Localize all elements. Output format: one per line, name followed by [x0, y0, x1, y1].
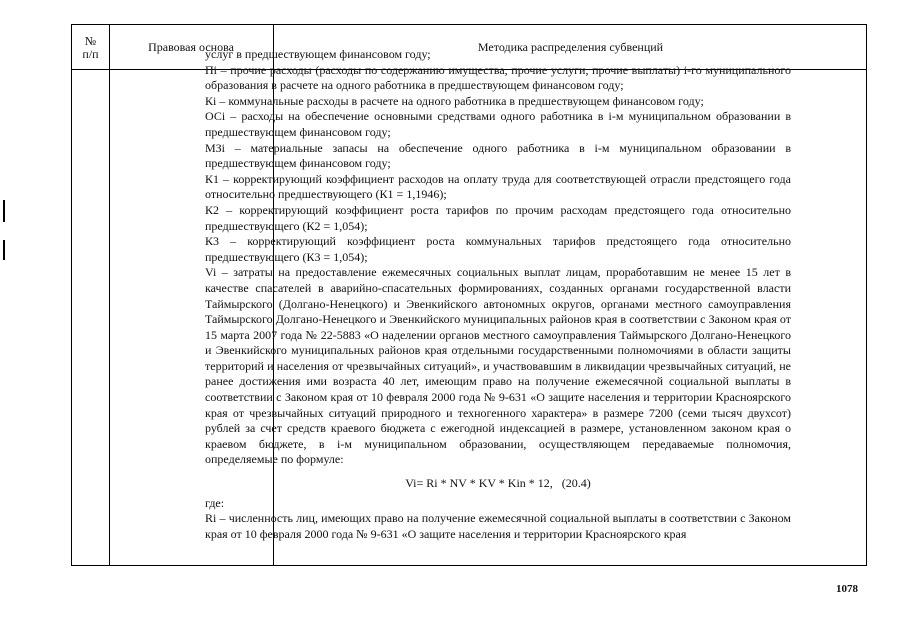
header-number	[72, 25, 109, 70]
paragraph: Кi – коммунальные расходы в расчете на одного работника в предшествующем финансовом году;	[205, 93, 704, 108]
paragraph: Vi – затраты на предоставление ежемесячных социальных выплат лицам, проработавшим не менее 15 лет в качестве спасателей в аварийно-спасательных формированиях, созданных органами государственной власти Таймырского (Долгано-Ненецкого) и Эвенкийского автономных округов, органами местного самоуправления Таймырского Долгано-Ненецкого и Эвенкийского муниципальных районов края в соответствии с Законом края от 15 марта 2007 года № 22-5883 «О наделении органов местного самоуправления Таймырского Долгано-Ненецкого и Эвенкийского муниципальных районов края отдельными государственными полномочиями в области защиты территорий и населения от чрезвычайных ситуаций», и участвовавшим в ликвидации чрезвычайных ситуаций, не ранее достижения ими возраста 40 лет, имеющим право на получение ежемесячной социальной выплаты в соответствии с Законом края от 10 февраля 2000 года № 9-631 «О защите населения и территории Красноярского края от чрезвычайных ситуаций природного и техногенного характера» в размере 7200 (семи тысяч двухсот) рублей за счет средств краевого бюджета с ежегодной индексацией в размере, установленном законом края о краевом бюджете, в i-м муниципальном образовании, осуществляющем передаваемые полномочия, определяемые по формуле:	[205, 265, 791, 467]
column-divider-1	[109, 25, 110, 565]
header-methodology-label: Методика распределения субвенций	[477, 40, 664, 54]
methodology-text	[205, 47, 791, 542]
where-label: где:	[205, 495, 225, 510]
final-paragraph: Ri – численность лиц, имеющих право на получение ежемесячной социальной выплаты в соответствии с Законом края от 10 февраля 2000 года № 9-631 «О защите населения и территории Красноярского края	[205, 511, 791, 541]
header-legal-basis-label: Правовая основа	[148, 40, 234, 54]
paragraph: услуг в предшествующем финансовом году;	[205, 47, 431, 61]
paragraph: ОСi – расходы на обеспечение основными средствами одного работника в i-м муниципальном образовании в предшествующем финансовом году;	[205, 109, 791, 139]
formula: Vi= Ri * NV * KV * Kin * 12, (20.4)	[405, 476, 591, 491]
paragraph: К1 – корректирующий коэффициент расходов на оплату труда для соответствующей отрасли предстоящего года относительно предшествующего (К1 = 1,1946);	[205, 171, 791, 202]
paragraph: К2 – корректирующий коэффициент роста тарифов по прочим расходам предстоящего года относительно предшествующего (К2 = 1,054);	[205, 202, 791, 233]
scan-margin-mark	[3, 200, 5, 222]
page-number: 1078	[836, 583, 858, 595]
header-number-label: № п/п	[82, 33, 99, 61]
paragraph: К3 – корректирующий коэффициент роста коммунальных тарифов предстоящего года относительно предшествующего (К3 = 1,054);	[205, 234, 791, 264]
scan-margin-mark	[3, 240, 5, 260]
paragraph: Пi – прочие расходы (расходы по содержанию имущества, прочие услуги, прочие выплаты) i-го муниципального образования в расчете на одного работника в предшествующем финансовом году;	[205, 62, 791, 93]
paragraph: МЗi – материальные запасы на обеспечение одного работника в i-м муниципальном образовании в предшествующем финансовом году;	[205, 140, 791, 171]
